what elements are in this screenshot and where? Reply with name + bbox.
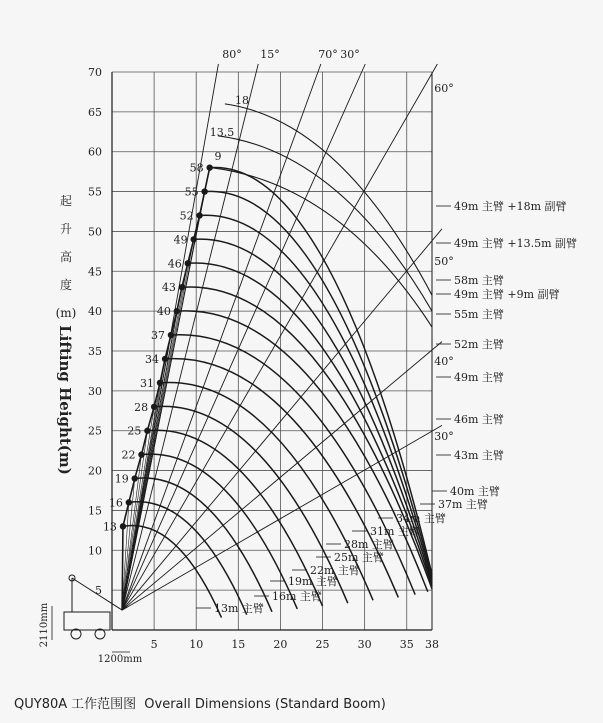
x-tick-label: 15 (231, 638, 246, 651)
y-label-zh-char: 度 (59, 278, 73, 292)
y-tick-label: 10 (88, 544, 102, 558)
angle-label: 70° (318, 48, 338, 61)
angle-label: 50° (434, 255, 454, 268)
series-label: 31m 主臂 (370, 525, 420, 538)
y-tick-label: 40 (88, 305, 102, 319)
x-tick-label: 25 (315, 638, 330, 651)
angle-label: 60° (434, 82, 454, 95)
series-label: 46m 主臂 (454, 413, 504, 426)
series-label: 13m 主臂 (214, 602, 264, 615)
y-tick-label: 60 (88, 145, 102, 159)
series-label: 40m 主臂 (450, 485, 500, 498)
y-tick-label: 65 (88, 105, 102, 119)
x-tick-label: 20 (273, 638, 288, 651)
y-label-zh-char: 升 (59, 222, 73, 236)
boom-length-label: 37 (150, 329, 165, 343)
y-tick-label: 20 (88, 464, 102, 478)
boom-length-label: 55 (184, 185, 199, 199)
x-tick-label: 5 (150, 638, 158, 651)
boom-length-label: 58 (189, 161, 204, 175)
y-tick-label: 55 (88, 185, 102, 199)
series-label: 19m 主臂 (288, 575, 338, 588)
caption-en-title: Overall Dimensions (Standard Boom) (144, 697, 386, 712)
boom-length-label: 16 (108, 496, 123, 510)
series-label: 49m 主臂 +18m 副臂 (454, 200, 567, 213)
angle-label: 40° (434, 355, 454, 368)
y-tick-label: 15 (88, 504, 102, 518)
range-arc (135, 478, 272, 612)
crane-body (64, 612, 110, 630)
series-label: 43m 主臂 (454, 449, 504, 462)
caption (14, 693, 390, 712)
series-label: 25m 主臂 (334, 551, 384, 564)
series-label: 28m 主臂 (344, 538, 394, 551)
series-label: 49m 主臂 +13.5m 副臂 (454, 237, 578, 250)
boom-length-label: 34 (145, 352, 160, 366)
boom-length-label: 25 (127, 424, 142, 438)
boom-length-label: 46 (167, 257, 182, 271)
series-label: 34m 主臂 (396, 512, 446, 525)
boom-length-label: 49 (173, 233, 188, 247)
boom-length-label: 13 (102, 520, 117, 534)
y-tick-label: 45 (88, 265, 102, 279)
jib-length-label: 18 (235, 94, 249, 107)
x-tick-label: 38 (425, 638, 439, 651)
y-tick-label: 30 (88, 384, 102, 398)
dim-height-label: 2110mm (39, 602, 50, 648)
series-label: 49m 主臂 +9m 副臂 (454, 288, 560, 301)
boom-length-label: 22 (121, 448, 136, 462)
y-axis-label: Lifting Height(m) (56, 325, 74, 475)
y-tick-label: 5 (95, 584, 102, 598)
boom-length-label: 52 (179, 209, 194, 223)
boom-length-label: 19 (114, 472, 129, 486)
boom-length-label: 31 (140, 376, 154, 390)
boom-length-label: 28 (134, 400, 149, 414)
y-tick-label: 70 (88, 66, 102, 79)
x-tick-label: 35 (399, 638, 414, 651)
y-label-zh-char: (m) (55, 306, 77, 320)
angle-ray (122, 425, 442, 610)
y-label-zh-char: 起 (59, 194, 73, 208)
x-tick-label: 30 (357, 638, 372, 651)
caption-zh-title: 工作范围图 (71, 697, 137, 712)
y-tick-label: 25 (88, 424, 102, 438)
series-label: 16m 主臂 (272, 590, 322, 603)
angle-label: 80° (222, 48, 242, 61)
x-tick-label: 10 (189, 638, 204, 651)
caption-model: QUY80A (14, 697, 68, 712)
boom-length-label: 43 (161, 281, 176, 295)
jib-length-label: 13.5 (209, 126, 235, 139)
y-tick-label: 50 (88, 225, 102, 239)
angle-label: 30° (340, 48, 360, 61)
series-label: 58m 主臂 (454, 274, 504, 287)
y-label-zh-char: 高 (59, 250, 73, 264)
crane-lever (72, 578, 122, 610)
series-label: 22m 主臂 (310, 564, 360, 577)
series-label: 49m 主臂 (454, 371, 504, 384)
series-label: 37m 主臂 (438, 498, 488, 511)
boom-length-label: 40 (156, 305, 171, 319)
series-label: 52m 主臂 (454, 338, 504, 351)
jib-arc (225, 104, 432, 295)
y-tick-label: 35 (88, 345, 102, 358)
series-label: 55m 主臂 (454, 308, 504, 321)
dim-offset-label: 1200mm (97, 654, 143, 665)
jib-length-label: 9 (214, 150, 222, 163)
angle-label: 15° (260, 48, 280, 61)
angle-ray (122, 64, 258, 610)
angle-label: 30° (434, 430, 454, 443)
